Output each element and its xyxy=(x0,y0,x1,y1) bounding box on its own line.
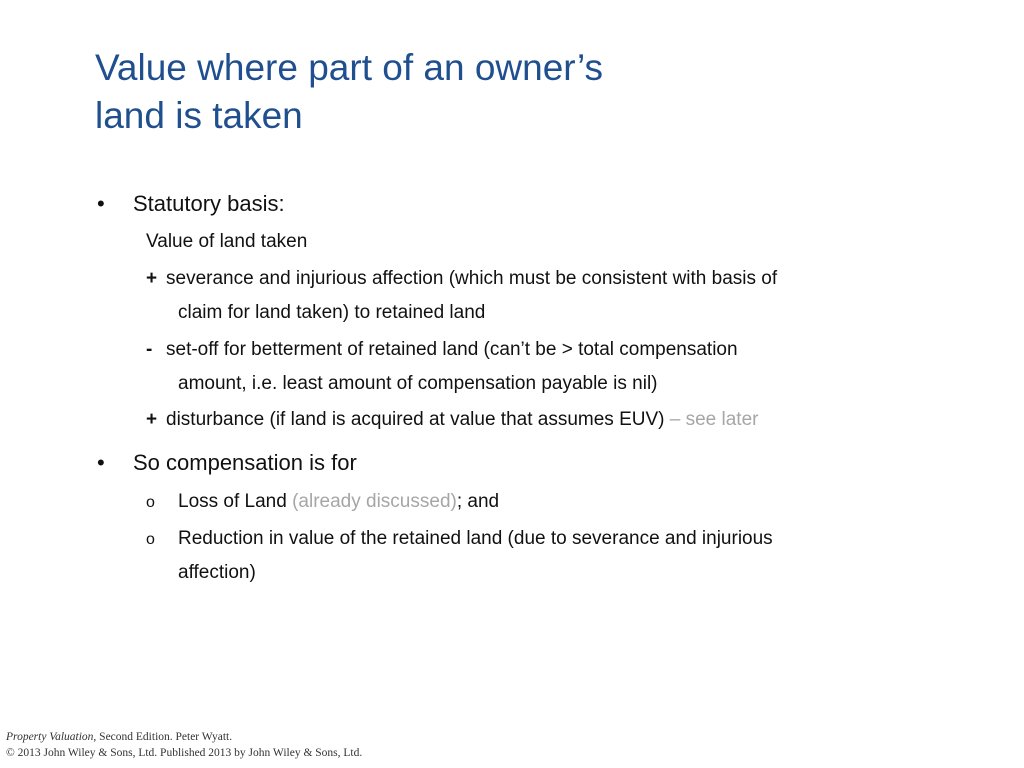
formula-line-severance xyxy=(146,262,777,296)
minus-operator: - xyxy=(146,339,153,360)
already-discussed-note: (already discussed) xyxy=(292,491,457,512)
formula-line-setoff xyxy=(146,333,738,367)
sub-item-reduction-cont xyxy=(178,556,256,590)
bullet-text: Statutory basis: xyxy=(133,191,285,216)
footer-line-1 xyxy=(6,729,362,745)
bullet-statutory-basis xyxy=(97,189,285,219)
formula-line-disturbance xyxy=(146,403,759,437)
bullet-compensation xyxy=(97,448,357,478)
circle-bullet-icon: o xyxy=(146,531,155,548)
slide-title xyxy=(95,44,895,140)
footer-line-1-rest: , Second Edition. Peter Wyatt. xyxy=(93,731,233,743)
title-line-2: land is taken xyxy=(95,95,303,136)
circle-bullet-icon: o xyxy=(146,494,155,511)
bullet-text: So compensation is for xyxy=(133,450,357,475)
formula-line-land-taken xyxy=(146,225,307,259)
sub-item-loss-of-land xyxy=(146,485,499,520)
formula-text: Value of land taken xyxy=(146,231,308,252)
bullet-marker: • xyxy=(97,450,105,475)
see-later-note: – see later xyxy=(669,409,759,430)
formula-line-severance-cont xyxy=(178,296,485,330)
formula-text-cont: claim for land taken) to retained land xyxy=(178,302,486,323)
plus-operator: + xyxy=(146,409,158,430)
copyright-footer xyxy=(6,729,362,761)
formula-text-cont: amount, i.e. least amount of compensation payable is nil) xyxy=(178,373,658,394)
sub-item-text-cont: affection) xyxy=(178,562,256,583)
formula-text: disturbance (if land is acquired at value that assumes EUV) xyxy=(166,409,670,430)
sub-item-text: Loss of Land xyxy=(178,491,293,512)
book-title: Property Valuation xyxy=(6,731,94,743)
plus-operator: + xyxy=(146,268,158,289)
formula-text: severance and injurious affection (which must be consistent with basis of xyxy=(166,268,778,289)
footer-line-2: © 2013 John Wiley & Sons, Ltd. Published 2013 by John Wiley & Sons, Ltd. xyxy=(6,747,363,759)
sub-item-tail: ; and xyxy=(456,491,500,512)
formula-line-setoff-cont xyxy=(178,367,658,401)
formula-text: set-off for betterment of retained land (can’t be > total compensation xyxy=(166,339,738,360)
bullet-marker: • xyxy=(97,191,105,216)
title-line-1: Value where part of an owner’s xyxy=(95,47,604,88)
sub-item-text: Reduction in value of the retained land (due to severance and injurious xyxy=(178,528,773,549)
sub-item-reduction-in-value xyxy=(146,522,773,557)
